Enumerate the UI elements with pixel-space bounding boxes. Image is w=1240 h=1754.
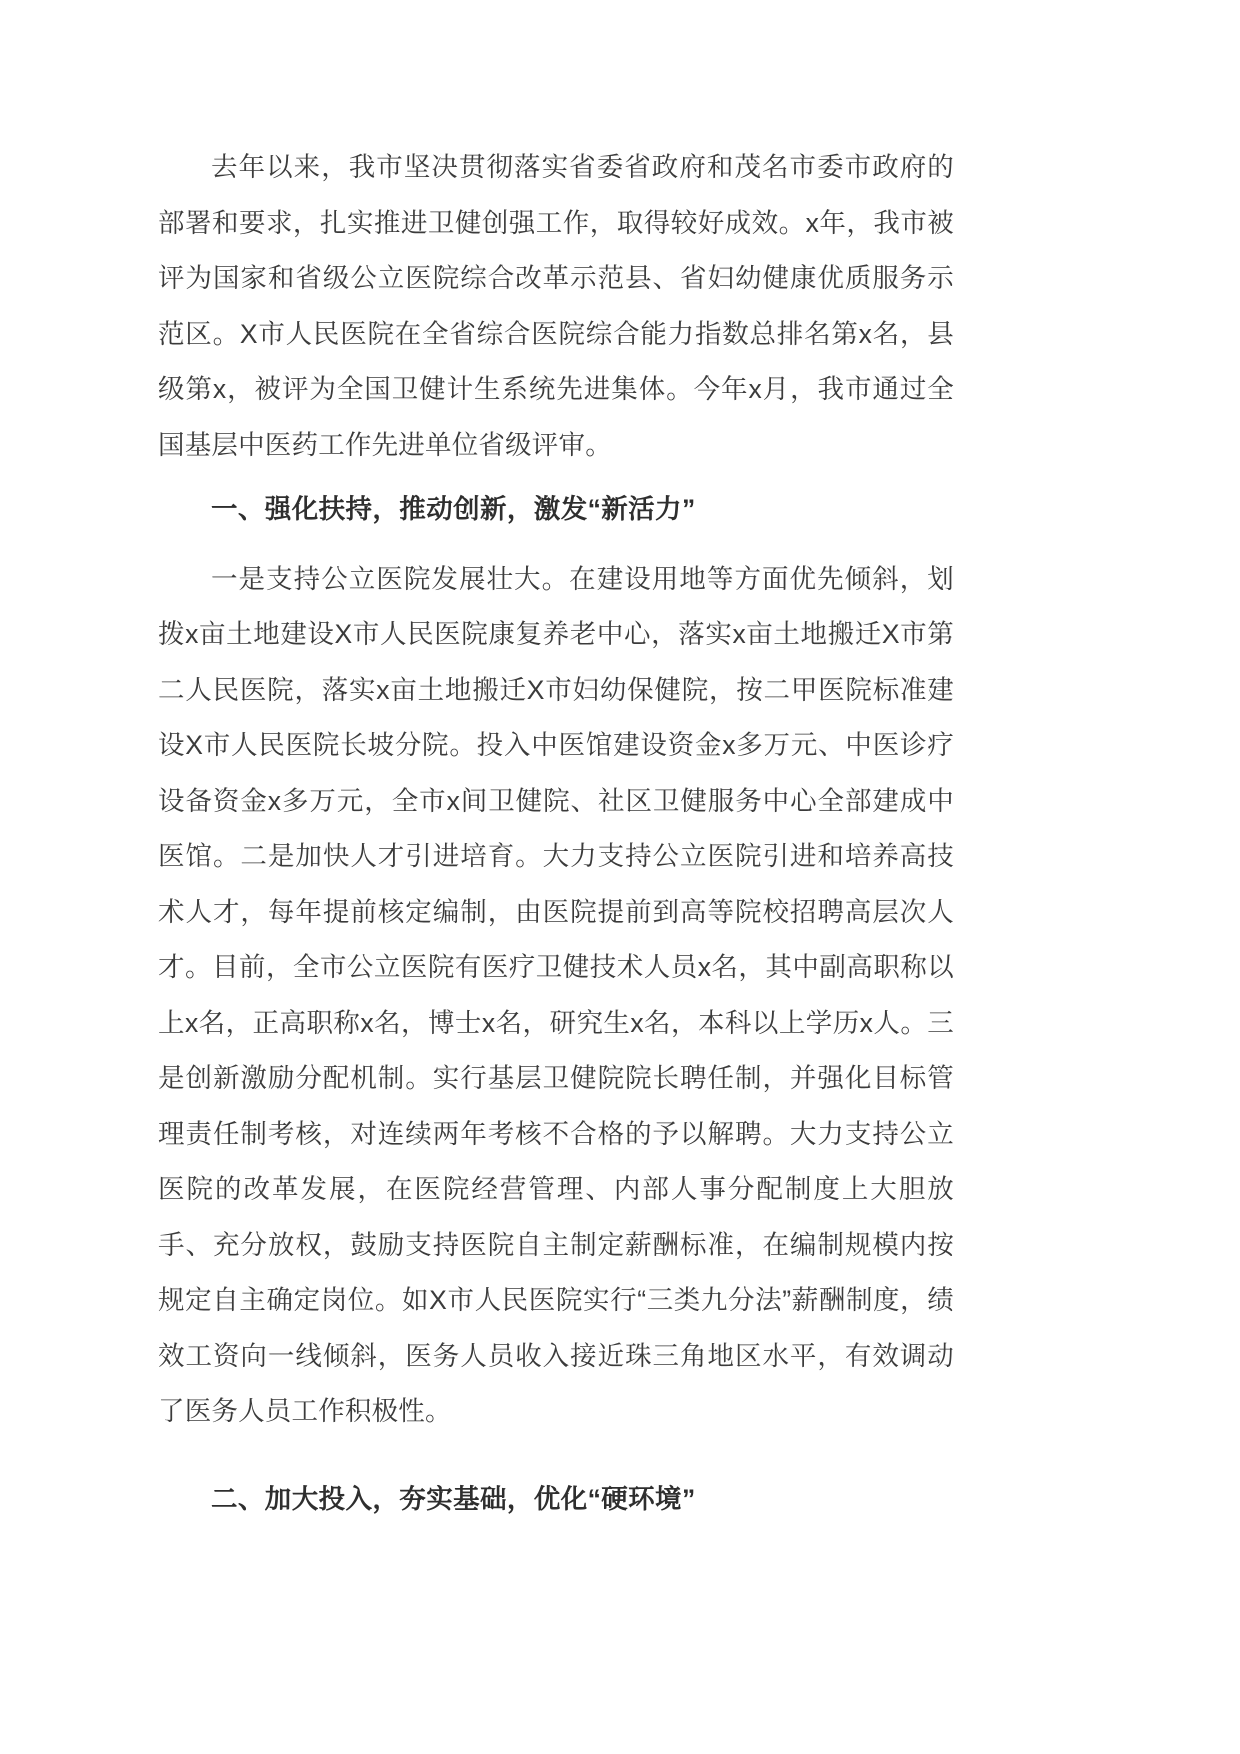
section-heading-two: 二、加大投入，夯实基础，优化“硬环境” [211,1483,696,1514]
paragraph-spacer [158,473,954,482]
section-heading-one: 一、强化扶持，推动创新，激发“新活力” [211,494,696,524]
paragraph-intro: 去年以来，我市坚决贯彻落实省委省政府和茂名市委市政府的部署和要求，扎实推进卫健创强工作，取得较好成效。x年，我市被评为国家和省级公立医院综合改革示范县、省妇幼健康优质服务示范区。X市人民医院在全省综合医院综合能力指数总排名第x名，县级第x，被评为全国卫健计生系统先进集体。今年x月，我市通过全国基层中医药工作先进单位省级评审。 [158,152,954,460]
document-body [158,140,954,1527]
section-spacer [158,1440,954,1472]
paragraph-section-one-body: 一是支持公立医院发展壮大。在建设用地等方面优先倾斜，划拨x亩土地建设X市人民医院康复养老中心，落实x亩土地搬迁X市第二人民医院，落实x亩土地搬迁X市妇幼保健院，按二甲医院标准建设X市人民医院长坡分院。投入中医馆建设资金x多万元、中医诊疗设备资金x多万元，全市x间卫健院、社区卫健服务中心全部建成中医馆。二是加快人才引进培育。大力支持公立医院引进和培养高技术人才，每年提前核定编制，由医院提前到高等院校招聘高层次人才。目前，全市公立医院有医疗卫健技术人员x名，其中副高职称以上x名，正高职称x名，博士x名，研究生x名，本科以上学历x人。三是创新激励分配机制。实行基层卫健院院长聘任制，并强化目标管理责任制考核，对连续两年考核不合格的予以解聘。大力支持公立医院的改革发展，在医院经营管理、内部人事分配制度上大胆放手、充分放权，鼓励支持医院自主制定薪酬标准，在编制规模内按规定自主确定岗位。如X市人民医院实行“三类九分法”薪酬制度，绩效工资向一线倾斜，医务人员收入接近珠三角地区水平，有效调动了医务人员工作积极性。 [158,563,954,1426]
heading-spacer [158,538,954,552]
